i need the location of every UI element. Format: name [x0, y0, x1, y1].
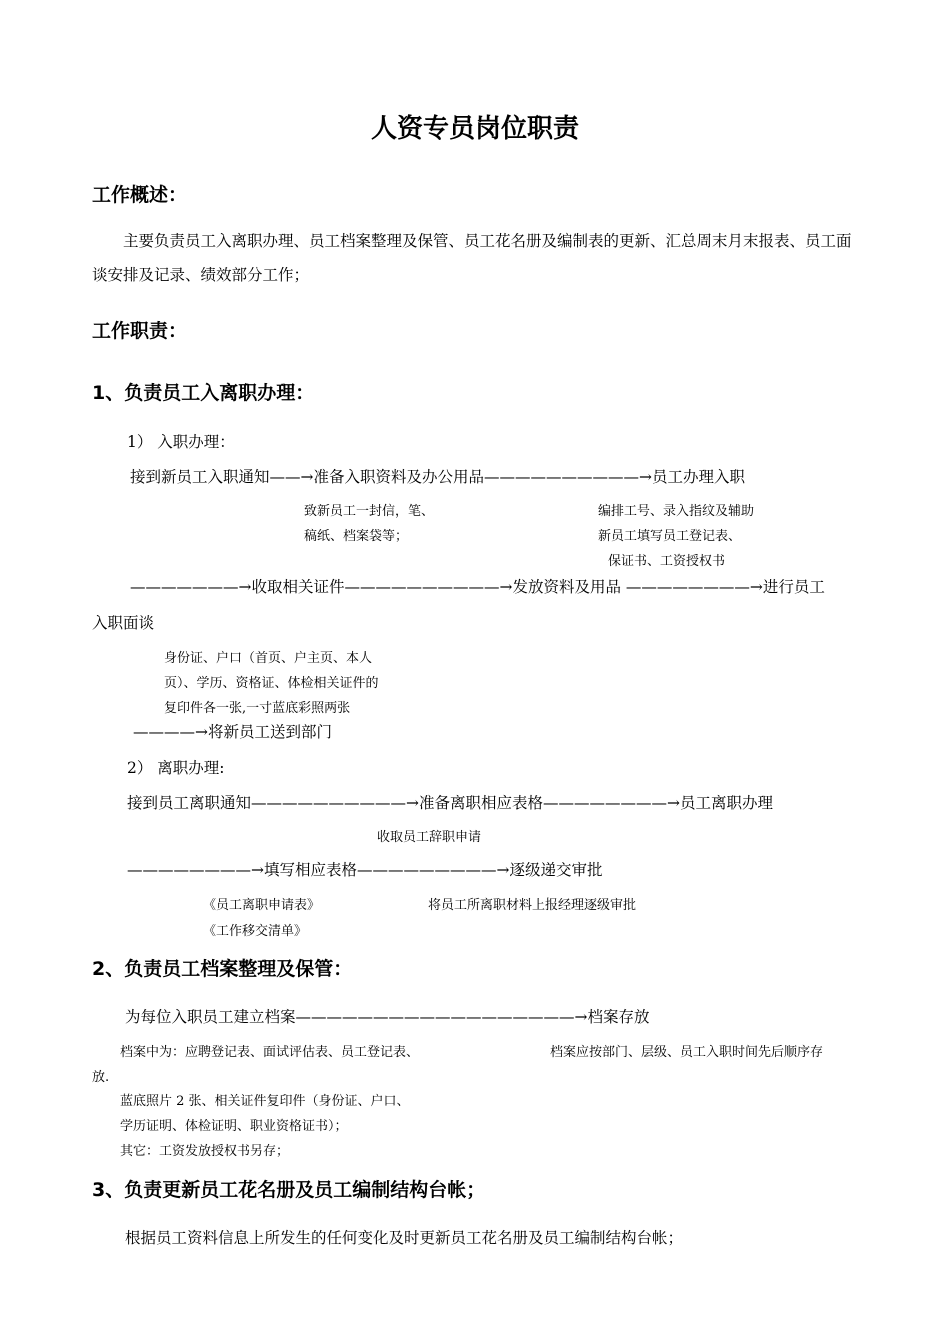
duties-heading: 工作职责：	[92, 320, 188, 342]
archive-note-2b: 放.	[92, 1070, 110, 1085]
page-title: 人资专员岗位职责	[370, 114, 579, 144]
overview-text: 主要负责员工入离职办理、员工档案整理及保管、员工花名册及编制表的更新、汇总周末月末报表、员工面谈安排及记录、绩效部分工作；	[92, 232, 852, 284]
offboarding-label: 2） 离职办理:	[127, 759, 225, 777]
onboarding-note-1b: 稿纸、档案袋等；	[304, 529, 409, 544]
onboarding-label: 1） 入职办理：	[127, 433, 235, 451]
overview-heading: 工作概述：	[92, 184, 188, 206]
archive-note-4: 学历证明、体检证明、职业资格证书）；	[120, 1119, 348, 1134]
archive-note-3: 蓝底照片 2 张、相关证件复印件（身份证、户口、	[120, 1094, 410, 1109]
onboarding-flow-1: 接到新员工入职通知——→准备入职资料及办公用品——————————→员工办理入职	[130, 468, 745, 486]
offboarding-note-3: 将员工所离职材料上报经理逐级审批	[428, 898, 637, 913]
archive-note-5: 其它：工资发放授权书另存；	[120, 1144, 290, 1159]
onboarding-flow-3: ————→将新员工送到部门	[133, 723, 332, 741]
section2-heading: 2、负责员工档案整理及保管：	[92, 958, 353, 980]
onboarding-note-2c: 保证书、工资授权书	[608, 554, 726, 569]
section3-text: 根据员工资料信息上所发生的任何变化及时更新员工花名册及员工编制结构台帐；	[125, 1229, 684, 1247]
onboarding-note-3c: 复印件各一张,一寸蓝底彩照两张	[164, 701, 351, 716]
archive-flow: 为每位入职员工建立档案——————————————————→档案存放	[125, 1008, 650, 1026]
onboarding-note-3a: 身份证、户口（首页、户主页、本人	[164, 651, 373, 666]
section3-heading: 3、负责更新员工花名册及员工编制结构台帐；	[92, 1179, 486, 1201]
onboarding-note-2b: 新员工填写员工登记表、	[598, 529, 742, 544]
onboarding-note-1a: 致新员工一封信，笔、	[304, 504, 435, 519]
archive-note-1: 档案中为：应聘登记表、面试评估表、员工登记表、	[120, 1045, 420, 1060]
onboarding-flow-2-cont: 入职面谈	[92, 614, 155, 632]
onboarding-note-2a: 编排工号、录入指纹及辅助	[598, 504, 755, 519]
offboarding-flow-2: ————————→填写相应表格—————————→逐级递交审批	[127, 861, 603, 879]
offboarding-flow-1: 接到员工离职通知——————————→准备离职相应表格————————→员工离职办理	[127, 794, 773, 812]
onboarding-note-3b: 页）、学历、资格证、体检相关证件的	[164, 676, 379, 691]
offboarding-note-2a: 《员工离职申请表》	[203, 898, 321, 913]
offboarding-note-2b: 《工作移交清单》	[203, 924, 308, 939]
archive-note-2a: 档案应按部门、层级、员工入职时间先后顺序存	[550, 1045, 824, 1060]
section1-heading: 1、负责员工入离职办理：	[92, 382, 315, 404]
offboarding-note-1: 收取员工辞职申请	[377, 830, 482, 845]
onboarding-flow-2: ———————→收取相关证件——————————→发放资料及用品 ————————→进行员工	[130, 578, 825, 596]
